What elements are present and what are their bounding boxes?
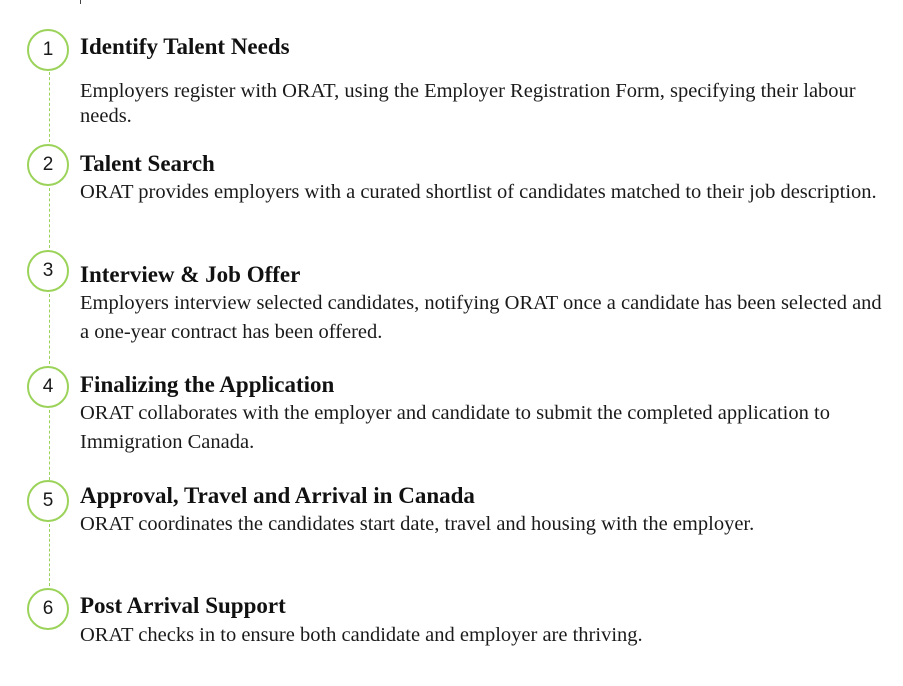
step-4-number-circle: 4 <box>27 366 69 408</box>
step-connector-2-3 <box>49 188 50 248</box>
step-1-description: Employers register with ORAT, using the Employer Registration Form, specifying their labour needs. <box>80 80 856 127</box>
step-6-number-circle: 6 <box>27 588 69 630</box>
top-tick-mark <box>80 0 81 4</box>
step-2-number-circle: 2 <box>27 144 69 186</box>
step-2-description: ORAT provides employers with a curated shortlist of candidates matched to their job description. <box>80 181 877 203</box>
step-3-number-circle: 3 <box>27 250 69 292</box>
step-connector-3-4 <box>49 294 50 364</box>
step-2-title: Talent Search <box>80 151 215 176</box>
step-5-number-circle: 5 <box>27 480 69 522</box>
step-5-description: ORAT coordinates the candidates start date, travel and housing with the employer. <box>80 513 755 535</box>
step-connector-5-6 <box>49 524 50 586</box>
step-1-number-circle: 1 <box>27 29 69 71</box>
step-3-title: Interview & Job Offer <box>80 262 301 287</box>
step-connector-4-5 <box>49 410 50 480</box>
step-4-description: ORAT collaborates with the employer and candidate to submit the completed application to Immigration Canada. <box>80 402 830 453</box>
step-4-title: Finalizing the Application <box>80 372 335 397</box>
step-connector-1-2 <box>49 72 50 142</box>
step-6-title: Post Arrival Support <box>80 593 286 618</box>
step-1-title: Identify Talent Needs <box>80 34 290 59</box>
step-3-description: Employers interview selected candidates, notifying ORAT once a candidate has been selected and a one-year contract has been offered. <box>80 292 882 343</box>
step-6-description: ORAT checks in to ensure both candidate and employer are thriving. <box>80 624 643 646</box>
step-5-title: Approval, Travel and Arrival in Canada <box>80 483 475 508</box>
